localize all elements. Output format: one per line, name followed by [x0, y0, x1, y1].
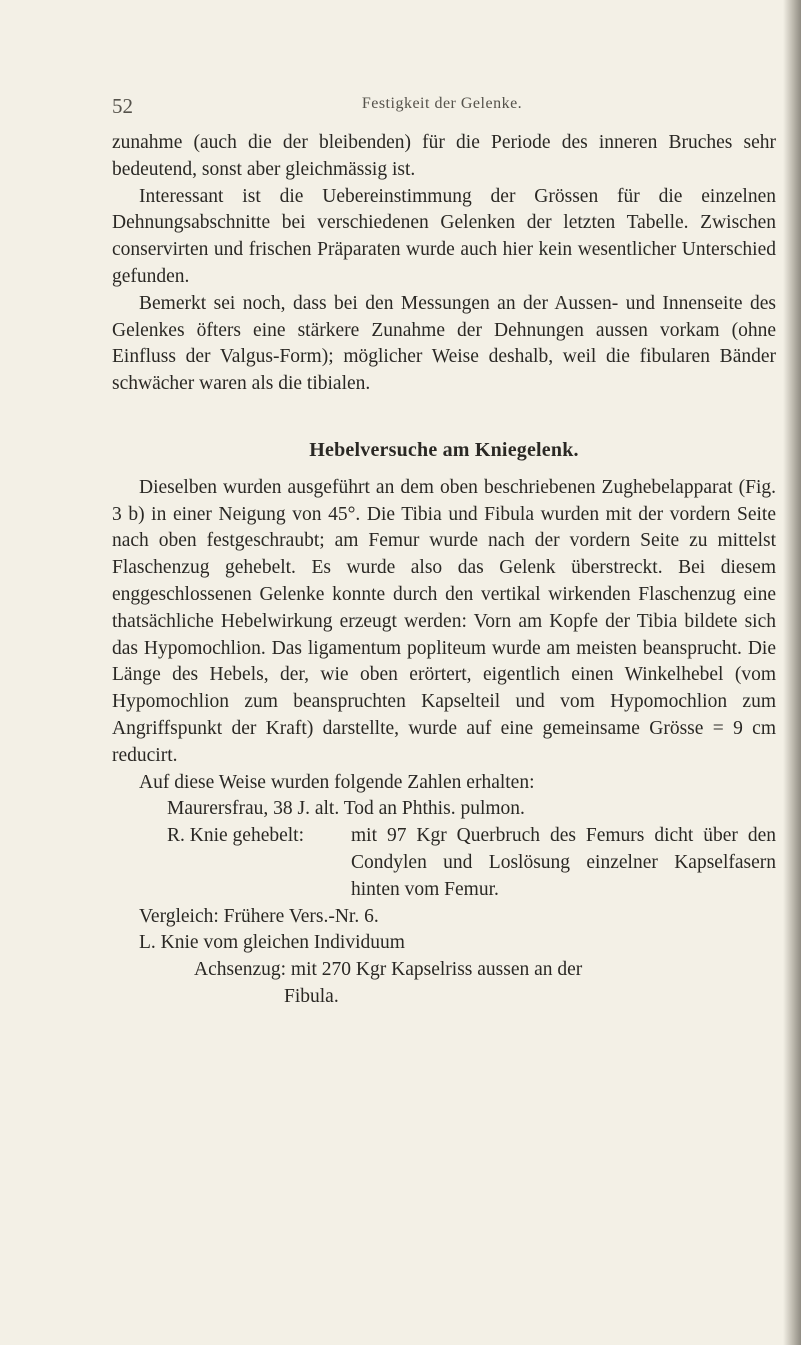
record-right-knee-result: mit 97 Kgr Querbruch des Femurs dicht über den Condylen und Loslösung einzelner Kapselfasern hinten vom Femur.	[351, 825, 776, 900]
record-comparison: Vergleich: Frühere Vers.-Nr. 6.	[139, 905, 379, 927]
page-header	[112, 94, 772, 118]
record-subject: Maurersfrau, 38 J. alt. Tod an Phthis. pulmon.	[167, 798, 525, 820]
page-edge-shadow	[783, 0, 801, 1345]
paragraph-bemerkt: Bemerkt sei noch, dass bei den Messungen an der Aussen- und Innenseite des Gelenkes öfters eine stärkere Zunahme der Dehnungen aussen vorkam (ohne Einfluss der Valgus-Form); möglicher Weise deshalb, weil die fibularen Bänder schwächer waren als die tibialen.	[112, 292, 776, 395]
body-text	[112, 130, 776, 1011]
section-heading: Hebelversuche am Kniegelenk.	[309, 438, 579, 461]
paragraph-interessant: Interessant ist die Uebereinstimmung der Grössen für die einzelnen Dehnungsabschnitte bei verschiedenen Gelenken der letzten Tabelle. Zwischen conservirten und frischen Präparaten wurde auch hier kein wesentlicher Unterschied gefunden.	[112, 185, 776, 287]
page-number: 52	[112, 94, 133, 118]
record-axial-pull-cont: Fibula.	[284, 985, 339, 1007]
record-right-knee-label: R. Knie gehebelt:	[167, 825, 305, 847]
record-left-knee: L. Knie vom gleichen Individuum	[139, 932, 405, 954]
record-axial-pull: Achsenzug: mit 270 Kgr Kapselriss aussen an der	[194, 959, 583, 981]
paragraph-continuation: zunahme (auch die der bleibenden) für die Periode des inneren Bruches sehr bedeutend, sonst aber gleichmässig ist.	[112, 132, 776, 180]
experiment-records	[112, 796, 776, 1010]
paragraph-auf-diese-weise: Auf diese Weise wurden folgende Zahlen erhalten:	[139, 771, 535, 793]
paragraph-dieselben: Dieselben wurden ausgeführt an dem oben beschriebenen Zughebelapparat (Fig. 3 b) in einer Neigung von 45°. Die Tibia und Fibula wurden mit der vordern Seite nach oben festgeschraubt; am Femur wurde nach der vordern Seite zu mittelst Flaschenzug gehebelt. Es wurde also das Gelenk überstreckt. Bei diesem enggeschlossenen Gelenke konnte durch den vertikal wirkenden Flaschenzug eine thatsächliche Hebelwirkung erzeugt werden: Vorn am Kopfe der Tibia bildete sich das Hypomochlion. Das ligamentum popliteum wurde am meisten beansprucht. Die Länge des Hebels, der, wie oben erörtert, eigentlich einen Winkelhebel (vom Hypomochlion zum beanspruchten Kapselteil und vom Hypomochlion zum Angriffspunkt der Kraft) darstellte, wurde auf eine gemeinsame Grösse = 9 cm reducirt.	[112, 476, 776, 766]
running-title: Festigkeit der Gelenke.	[361, 95, 523, 112]
